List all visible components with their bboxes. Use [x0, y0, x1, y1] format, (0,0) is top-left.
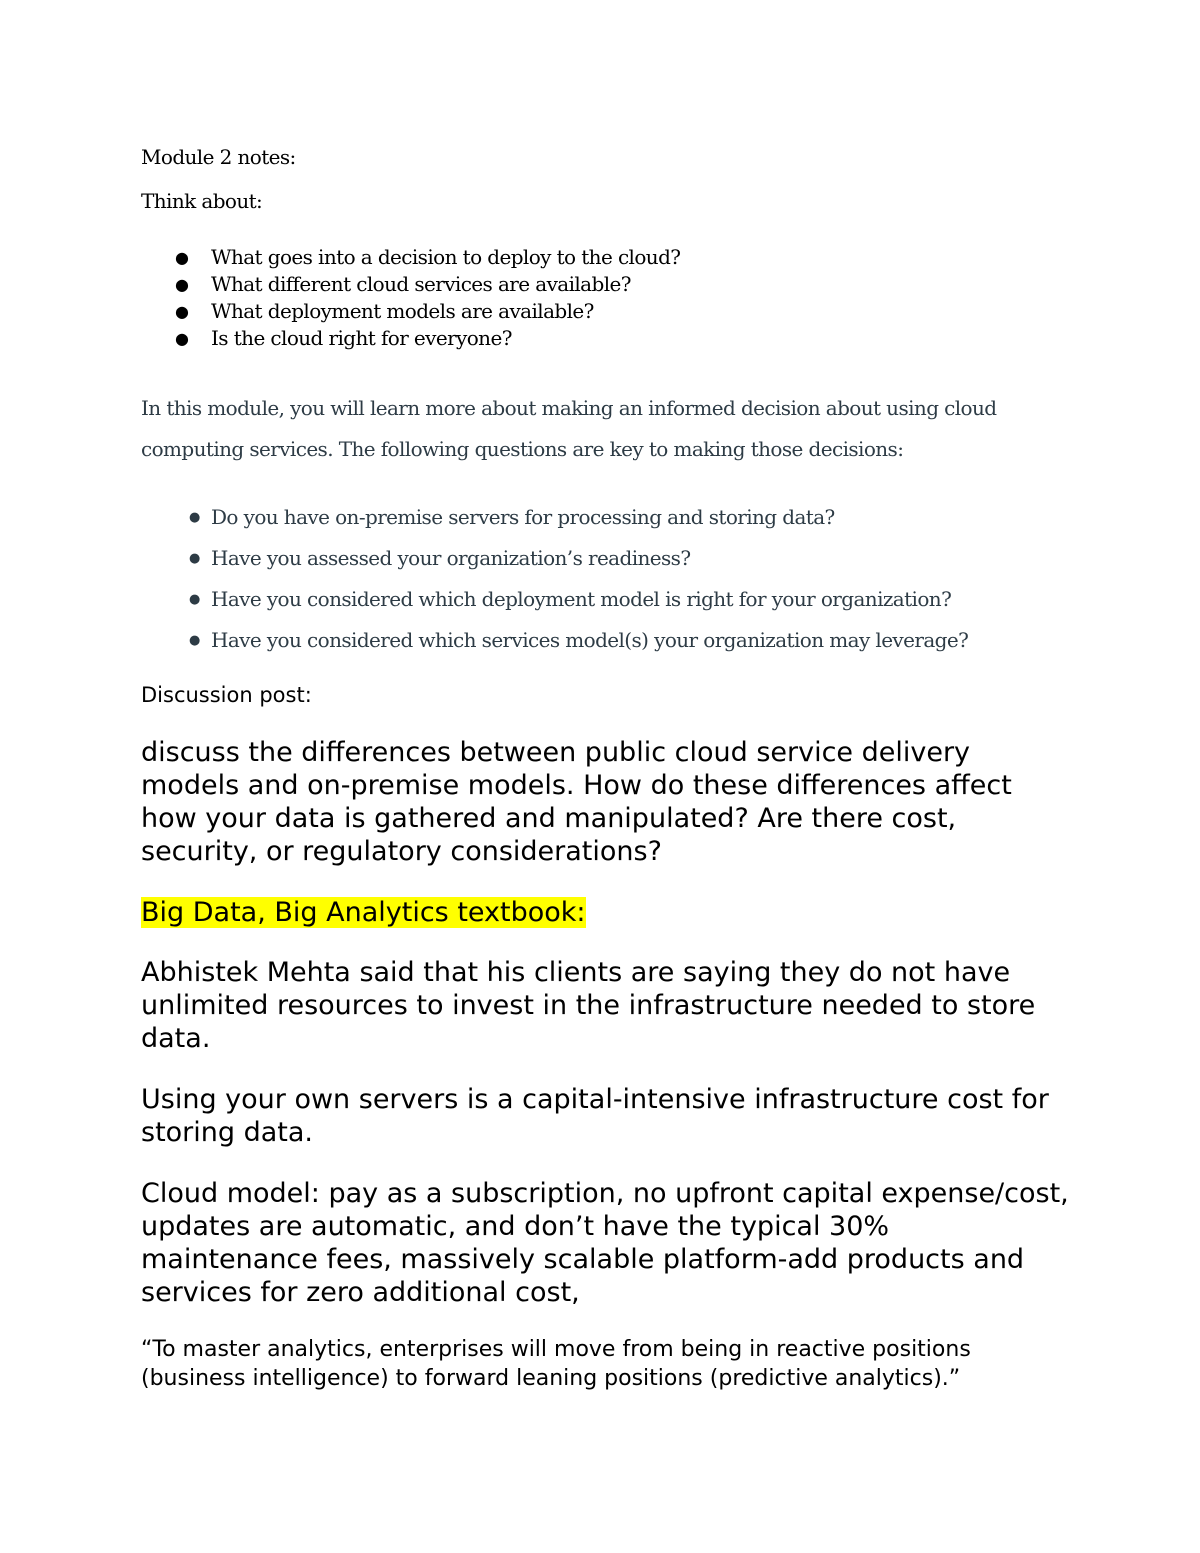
list-item: ● Have you assessed your organization’s readiness? — [141, 538, 968, 579]
bullet-icon: ● — [189, 510, 200, 525]
list-item: ● What goes into a decision to deploy to the cloud? — [175, 245, 681, 269]
list-item: ● Have you considered which services model(s) your organization may leverage? — [141, 620, 968, 661]
list-item: ● Have you considered which deployment model is right for your organization? — [141, 579, 968, 620]
think-about-label: Think about: — [141, 189, 263, 213]
list-item: ● What different cloud services are available? — [175, 272, 631, 296]
document-title: Module 2 notes: — [141, 145, 296, 169]
paragraph-mehta: Abhistek Mehta said that his clients are saying they do not have unlimited resources to invest in the infrastructure needed to store data. — [141, 957, 1036, 1054]
bullet-icon: ● — [189, 551, 200, 566]
intro-paragraph: In this module, you will learn more about making an informed decision about using cloud computing services. The following questions are key to making those decisions: — [141, 396, 997, 461]
bullet-icon: ● — [175, 302, 189, 321]
bullet-icon: ● — [189, 592, 200, 607]
list-item: ● What deployment models are available? — [175, 299, 594, 323]
analytics-quote: “To master analytics, enterprises will move from being in reactive positions (business intelligence) to forward leaning positions (predictive analytics).” — [141, 1337, 971, 1391]
discussion-label: Discussion post: — [141, 683, 312, 707]
list-item: ● Do you have on-premise servers for processing and storing data? — [141, 497, 968, 538]
questions-list — [141, 497, 968, 661]
bullet-icon: ● — [189, 633, 200, 648]
bullet-icon: ● — [175, 248, 189, 267]
textbook-heading-line — [141, 896, 1071, 929]
textbook-heading: Big Data, Big Analytics textbook: — [141, 897, 586, 928]
bullet-icon: ● — [175, 275, 189, 294]
bullet-icon: ● — [175, 329, 189, 348]
think-about-list — [141, 244, 680, 352]
discussion-prompt: discuss the differences between public cloud service delivery models and on-premise models. How do these differences affect how your data is gathered and manipulated? Are there cost, security, or regulatory considerations? — [141, 737, 1012, 867]
paragraph-cloud-model: Cloud model: pay as a subscription, no upfront capital expense/cost, updates are automatic, and don’t have the typical 30% maintenance fees, massively scalable platform-add products and services for zero additional cost, — [141, 1178, 1069, 1308]
paragraph-servers: Using your own servers is a capital-intensive infrastructure cost for storing data. — [141, 1084, 1049, 1148]
list-item: ● Is the cloud right for everyone? — [175, 326, 512, 350]
